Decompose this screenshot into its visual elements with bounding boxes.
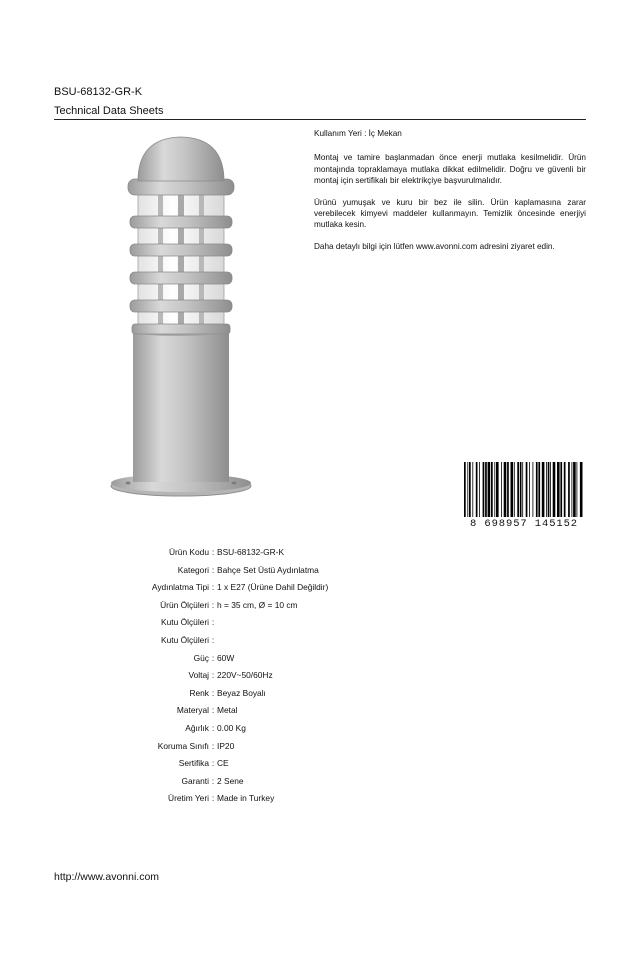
spec-label: Ürün Kodu <box>168 547 209 557</box>
spec-separator: : <box>211 758 215 769</box>
spec-separator: : <box>211 775 215 786</box>
barcode-number: 8 698957 145152 <box>462 517 586 531</box>
spec-row <box>100 685 437 703</box>
spec-value: Bahçe Set Üstü Aydınlatma <box>217 564 319 575</box>
spec-table <box>100 544 437 808</box>
spec-separator: : <box>211 564 215 575</box>
product-image <box>108 134 254 500</box>
spec-row <box>100 667 437 685</box>
spec-row <box>100 702 437 720</box>
spec-label: Sertifika <box>178 758 209 769</box>
sheet-header <box>54 84 586 119</box>
spec-row <box>100 579 437 597</box>
spec-value: 0.00 Kg <box>217 722 246 733</box>
spec-label: Üretim Yeri <box>168 793 209 804</box>
spec-label: Kutu Ölçüleri <box>161 634 209 645</box>
spec-label: Kategori <box>177 564 209 575</box>
spec-separator: : <box>211 582 215 593</box>
spec-separator: : <box>211 705 215 716</box>
spec-row <box>100 614 437 632</box>
spec-separator: : <box>211 652 215 663</box>
spec-row <box>100 790 437 808</box>
spec-label: Ağırlık <box>185 722 209 733</box>
spec-label: Garanti <box>181 775 209 786</box>
spec-value <box>217 614 437 632</box>
spec-row <box>100 650 437 668</box>
spec-row <box>100 773 437 791</box>
spec-label: Materyal <box>176 705 209 716</box>
spec-separator: : <box>211 740 215 751</box>
spec-value: CE <box>217 758 229 769</box>
spec-row <box>100 632 437 650</box>
more-info-note: Daha detaylı bilgi için lütfen www.avonni.com adresini ziyaret edin. <box>314 241 555 251</box>
installation-warning: Montaj ve tamire başlanmadan önce enerji mutlaka kesilmelidir. Ürün montajında topraklamaya mutlaka dikkat edilmelidir. Doğru ve güvenli bir montaj için sertifikalı bir elektrikçiye başvurulmalıdır. <box>314 153 586 186</box>
spec-value: Metal <box>217 705 238 716</box>
spec-label: Aydınlatma Tipi <box>151 582 209 593</box>
spec-label: Kutu Ölçüleri <box>161 617 209 628</box>
header-divider <box>54 119 586 120</box>
product-code: BSU-68132-GR-K <box>54 86 143 98</box>
spec-label: Güç <box>193 652 209 663</box>
usage-info <box>314 128 586 262</box>
spec-row <box>100 720 437 738</box>
spec-label: Renk <box>189 687 209 698</box>
spec-separator: : <box>211 670 215 681</box>
spec-separator: : <box>211 722 215 733</box>
spec-separator: : <box>211 599 215 610</box>
spec-row <box>100 562 437 580</box>
spec-label: Koruma Sınıfı <box>157 740 209 751</box>
spec-separator: : <box>211 687 215 698</box>
spec-label: Voltaj <box>188 670 209 681</box>
spec-label: Ürün Ölçüleri <box>160 599 209 610</box>
spec-row <box>100 544 437 562</box>
spec-separator: : <box>211 617 215 628</box>
spec-value: IP20 <box>217 740 235 751</box>
spec-value <box>217 632 437 650</box>
spec-row <box>100 597 437 615</box>
spec-separator: : <box>211 547 215 557</box>
spec-value: Made in Turkey <box>217 793 275 804</box>
spec-row <box>100 738 437 756</box>
usage-place: Kullanım Yeri : İç Mekan <box>314 129 402 138</box>
sheet-title: Technical Data Sheets <box>54 105 164 117</box>
cleaning-instructions: Ürünü yumuşak ve kuru bir bez ile silin. Ürün kaplamasına zarar verebilecek kimyevi maddeler kullanmayın. Temizlik öncesinde enerjiyi mutlaka kesin. <box>314 197 586 230</box>
spec-separator: : <box>211 793 215 804</box>
footer-url: http://www.avonni.com <box>54 871 160 883</box>
spec-separator: : <box>211 634 215 645</box>
spec-value: BSU-68132-GR-K <box>217 547 285 557</box>
spec-value: 220V~50/60Hz <box>217 670 273 681</box>
spec-value: Beyaz Boyalı <box>217 687 266 698</box>
spec-value: 2 Sene <box>217 775 244 786</box>
spec-row <box>100 755 437 773</box>
spec-value: h = 35 cm, Ø = 10 cm <box>217 599 298 610</box>
spec-value: 60W <box>217 652 235 663</box>
spec-value: 1 x E27 (Ürüne Dahil Değildir) <box>217 582 329 593</box>
